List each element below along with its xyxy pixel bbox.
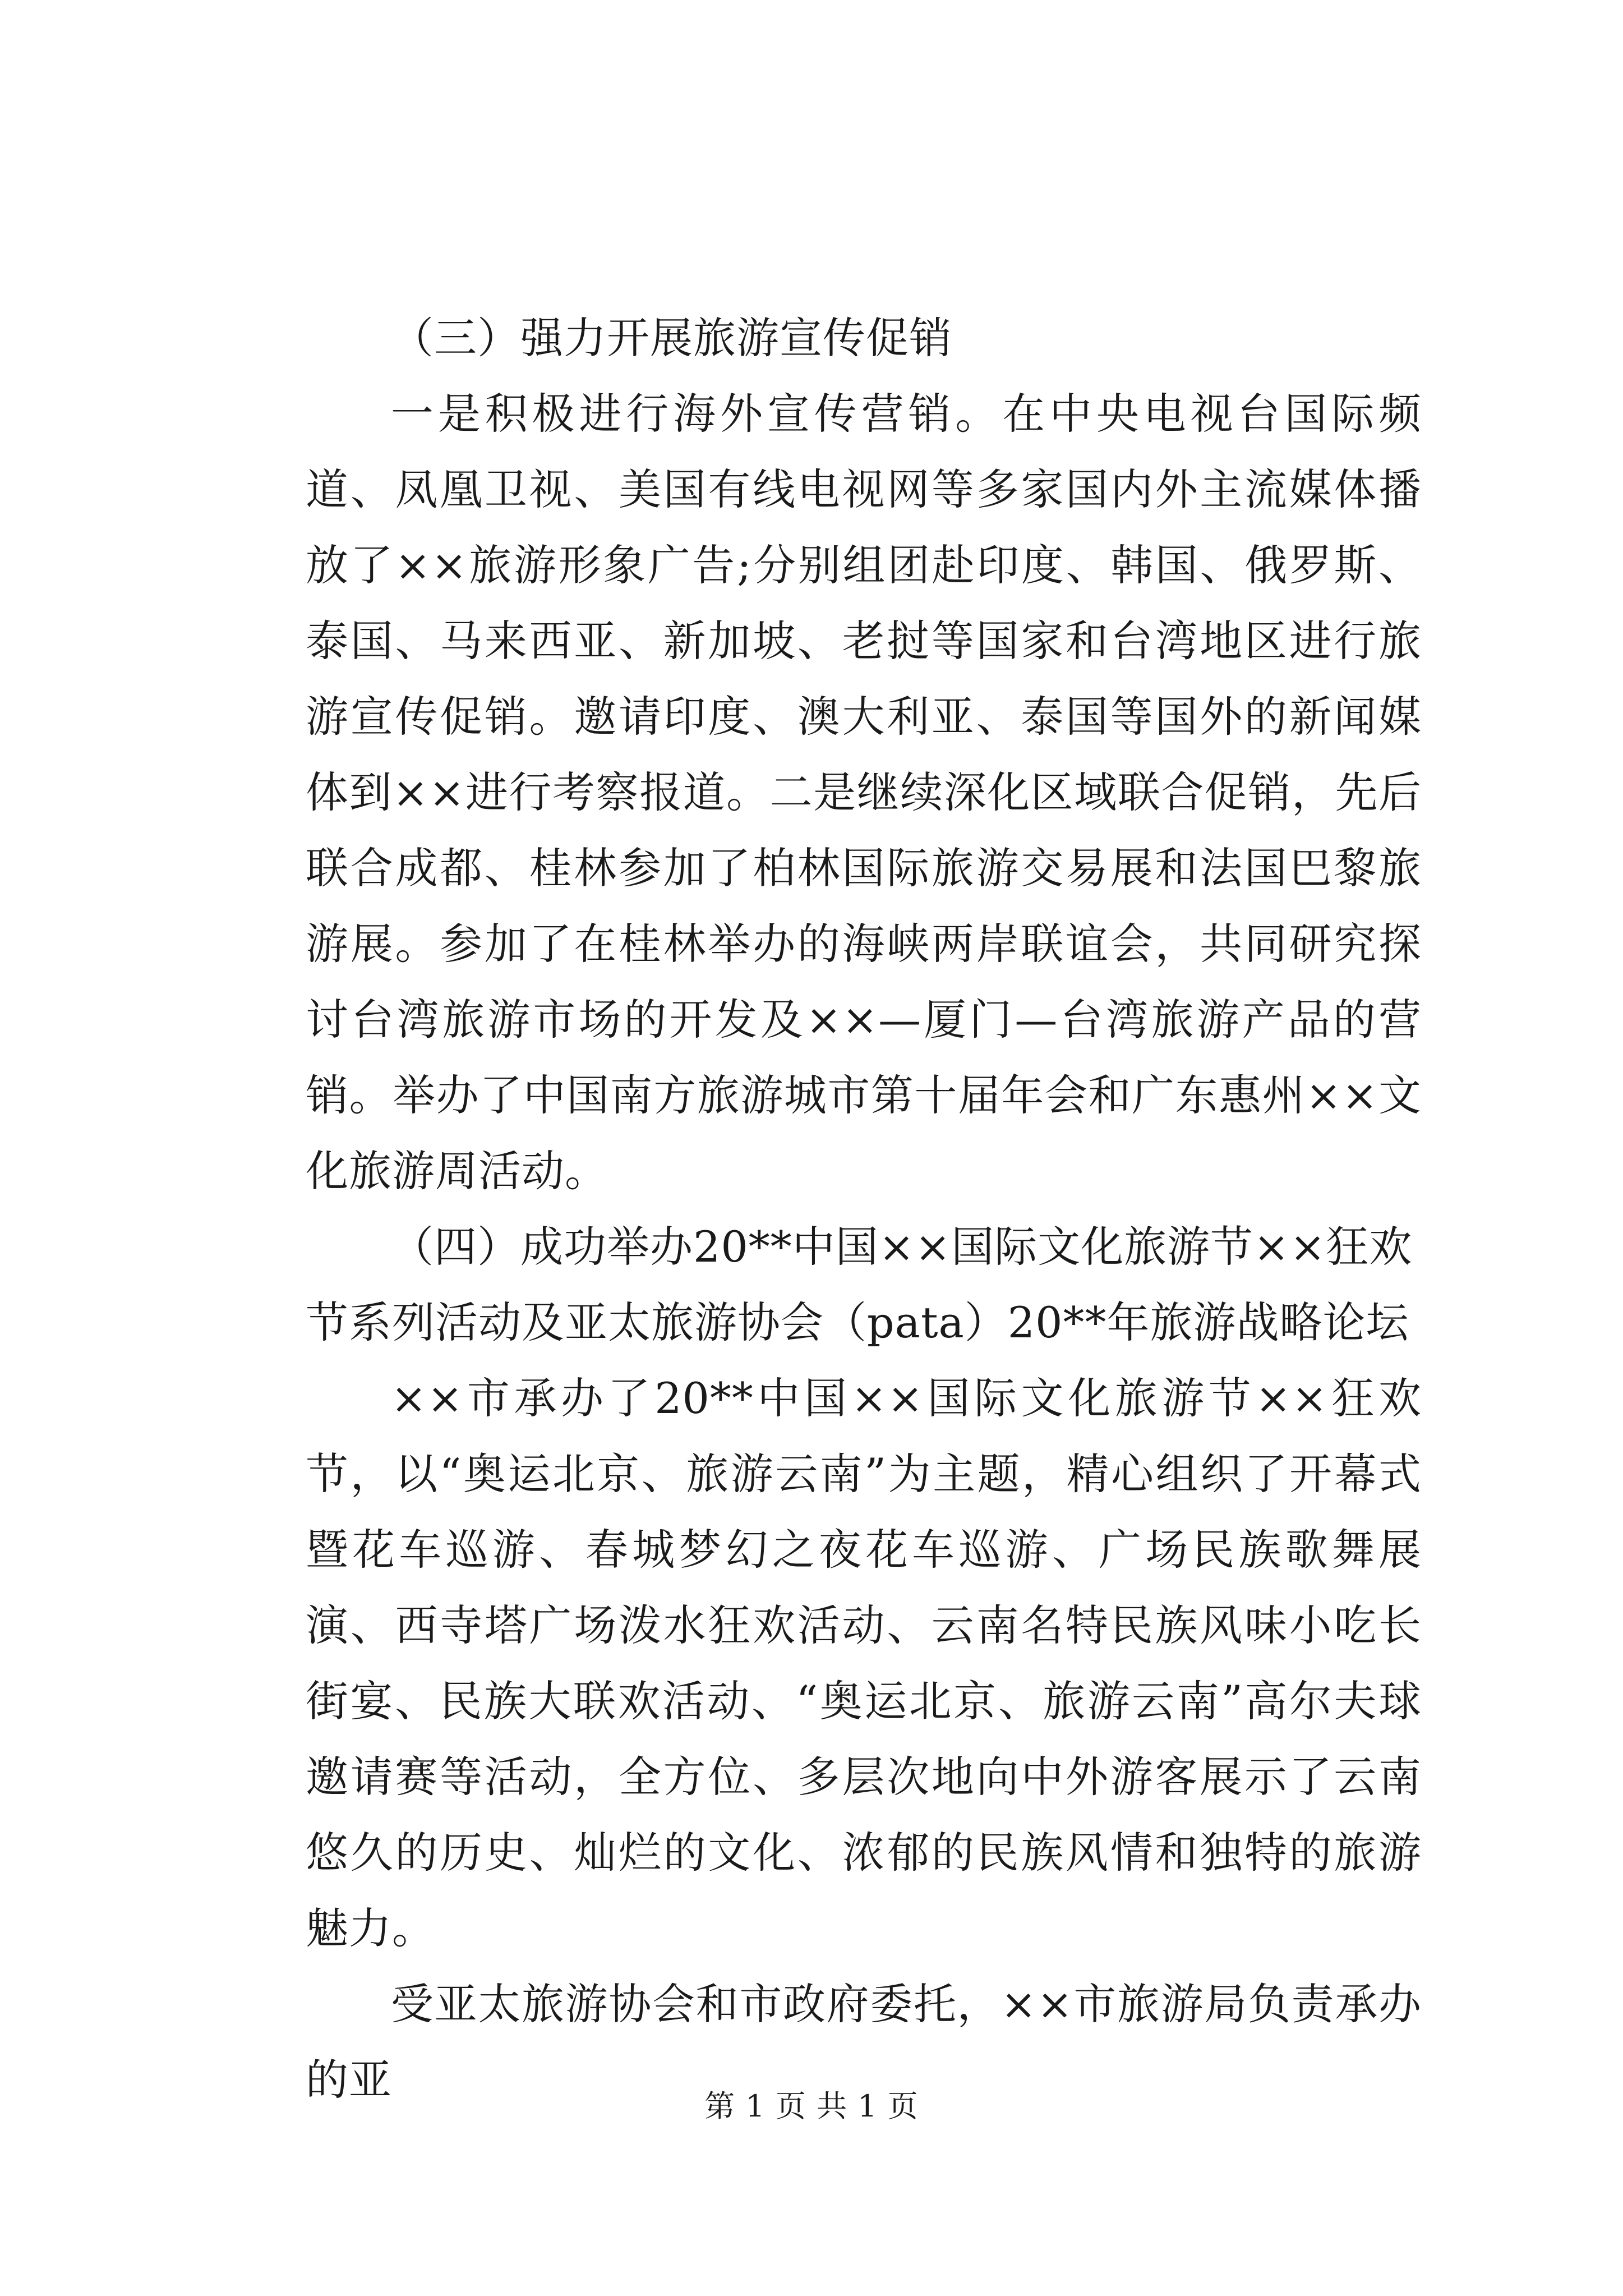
section-3-paragraph: 一是积极进行海外宣传营销。在中央电视台国际频道、凤凰卫视、美国有线电视网等多家国内外主流媒体播放了××旅游形象广告;分别组团赴印度、韩国、俄罗斯、泰国、马来西亚、新加坡、老挝等国家和台湾地区进行旅游宣传促销。邀请印度、澳大利亚、泰国等国外的新闻媒体到××进行考察报道。二是继续深化区域联合促销，先后联合成都、桂林参加了柏林国际旅游交易展和法国巴黎旅游展。参加了在桂林举办的海峡两岸联谊会，共同研究探讨台湾旅游市场的开发及××—厦门—台湾旅游产品的营销。举办了中国南方旅游城市第十届年会和广东惠州××文化旅游周活动。 — [306, 389, 1422, 1196]
page-footer: 第 1 页 共 1 页 — [704, 2088, 919, 2124]
section-4-paragraph-1: ××市承办了20**中国××国际文化旅游节××狂欢节，以“奥运北京、旅游云南”为主题，精心组织了开幕式暨花车巡游、春城梦幻之夜花车巡游、广场民族歌舞展演、西寺塔广场泼水狂欢活动、云南名特民族风味小吃长街宴、民族大联欢活动、“奥运北京、旅游云南”高尔夫球邀请赛等活动，全方位、多层次地向中外游客展示了云南悠久的历史、灿烂的文化、浓郁的民族风情和独特的旅游魅力。 — [306, 1373, 1422, 1953]
section-4-heading: （四）成功举办20**中国××国际文化旅游节××狂欢节系列活动及亚太旅游协会（pata）20**年旅游战略论坛 — [306, 1222, 1413, 1347]
section-4-paragraph-2: 受亚太旅游协会和市政府委托，××市旅游局负责承办的亚 — [306, 1979, 1422, 2105]
document-body — [306, 300, 1422, 2118]
section-3-heading: （三）强力开展旅游宣传促销 — [391, 313, 952, 363]
